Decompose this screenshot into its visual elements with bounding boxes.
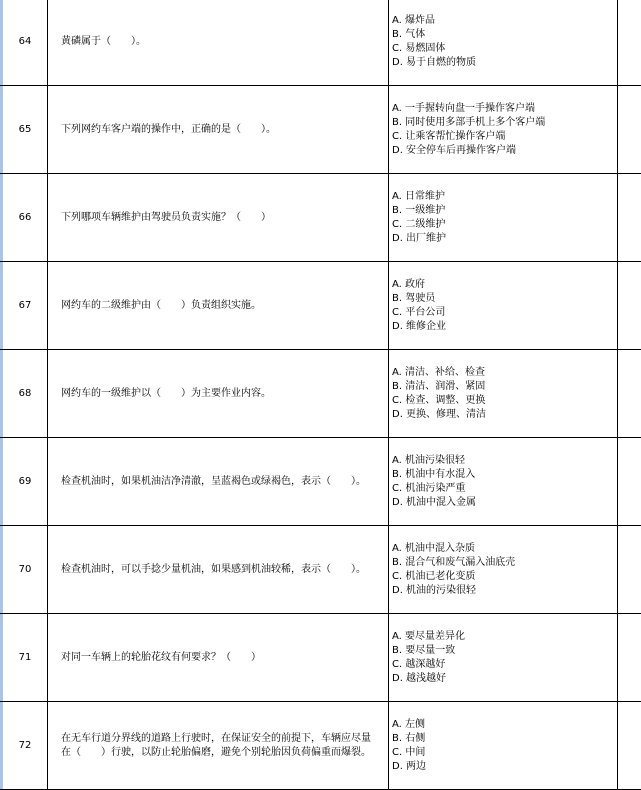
question-number: 71 xyxy=(18,652,32,663)
option-item: A. 一手握转向盘一手操作客户端 xyxy=(392,102,536,114)
option-item: B. 混合气和废气漏入油底壳 xyxy=(392,556,516,568)
question-number-cell[interactable] xyxy=(3,0,47,85)
option-item: A. 爆炸品 xyxy=(392,14,436,26)
options-list xyxy=(392,630,465,686)
option-item: B. 机油中有水混入 xyxy=(392,468,476,480)
options-cell[interactable] xyxy=(388,174,618,261)
options-list xyxy=(392,14,476,70)
question-number: 66 xyxy=(18,212,32,223)
table-row xyxy=(0,526,641,614)
table-row xyxy=(0,262,641,350)
question-number-cell[interactable] xyxy=(3,702,47,789)
question-number-cell[interactable] xyxy=(3,526,47,613)
question-text: 下列哪项车辆维护由驾驶员负责实施？（ ） xyxy=(61,211,271,223)
options-list xyxy=(392,102,545,158)
option-item: A. 左侧 xyxy=(392,718,426,730)
question-cell[interactable] xyxy=(47,702,388,789)
options-list xyxy=(392,190,446,246)
option-item: D. 越浅越好 xyxy=(392,672,447,684)
question-cell[interactable] xyxy=(47,86,388,173)
options-list xyxy=(392,366,486,422)
options-list xyxy=(392,542,515,598)
option-item: B. 同时使用多部手机上多个客户端 xyxy=(392,116,546,128)
option-item: B. 右侧 xyxy=(392,732,426,744)
question-number-cell[interactable] xyxy=(3,262,47,349)
option-item: B. 要尽量一致 xyxy=(392,644,456,656)
question-text: 下列网约车客户端的操作中，正确的是（ ）。 xyxy=(61,123,276,135)
option-item: C. 检查、调整、更换 xyxy=(392,394,486,406)
option-item: A. 要尽量差异化 xyxy=(392,630,466,642)
option-item: D. 更换、修理、清洁 xyxy=(392,408,487,420)
question-text: 对同一车辆上的轮胎花纹有何要求？（ ） xyxy=(61,651,261,663)
question-number: 68 xyxy=(18,388,32,399)
option-item: C. 让乘客帮忙操作客户端 xyxy=(392,130,506,142)
option-item: C. 越深越好 xyxy=(392,658,446,670)
option-item: C. 机油已老化变质 xyxy=(392,570,476,582)
table-row xyxy=(0,86,641,174)
question-number: 72 xyxy=(18,740,32,751)
option-item: C. 平台公司 xyxy=(392,306,446,318)
question-text: 网约车的一级维护以（ ）为主要作业内容。 xyxy=(61,387,271,399)
question-text: 检查机油时，可以手捻少量机油，如果感到机油较稀，表示（ ）。 xyxy=(61,563,366,575)
question-number-cell[interactable] xyxy=(3,86,47,173)
question-text: 黄磷属于（ ）。 xyxy=(61,35,146,47)
options-cell[interactable] xyxy=(388,0,618,85)
table-row xyxy=(0,614,641,702)
option-item: C. 机油污染严重 xyxy=(392,482,466,494)
question-number: 67 xyxy=(18,300,32,311)
option-item: D. 安全停车后再操作客户端 xyxy=(392,144,517,156)
option-item: B. 气体 xyxy=(392,28,426,40)
option-item: D. 两边 xyxy=(392,760,427,772)
question-text: 网约车的二级维护由（ ）负责组织实施。 xyxy=(61,299,261,311)
option-item: C. 中间 xyxy=(392,746,426,758)
question-number: 69 xyxy=(18,476,32,487)
options-cell[interactable] xyxy=(388,702,618,789)
question-number: 70 xyxy=(18,564,32,575)
option-item: D. 机油中混入金属 xyxy=(392,496,477,508)
options-list xyxy=(392,454,476,510)
question-number-cell[interactable] xyxy=(3,614,47,701)
table-row xyxy=(0,702,641,790)
question-number: 65 xyxy=(18,124,32,135)
question-text: 检查机油时，如果机油洁净清澈，呈蓝褐色或绿褐色，表示（ ）。 xyxy=(61,475,366,487)
option-item: B. 驾驶员 xyxy=(392,292,436,304)
question-cell[interactable] xyxy=(47,614,388,701)
question-text: 在无车行道分界线的道路上行驶时，在保证安全的前提下，车辆应尽量在（ ）行驶，以防止轮胎偏磨，避免个别轮胎因负荷偏重而爆裂。 xyxy=(61,732,371,758)
table-row xyxy=(0,350,641,438)
options-cell[interactable] xyxy=(388,350,618,437)
option-item: B. 清洁、润滑、紧固 xyxy=(392,380,486,392)
table-row xyxy=(0,0,641,86)
question-cell[interactable] xyxy=(47,262,388,349)
question-cell[interactable] xyxy=(47,350,388,437)
option-item: A. 机油中混入杂质 xyxy=(392,542,476,554)
question-number-cell[interactable] xyxy=(3,174,47,261)
table-row xyxy=(0,438,641,526)
question-number: 64 xyxy=(18,36,32,47)
question-cell[interactable] xyxy=(47,438,388,525)
option-item: A. 机油污染很轻 xyxy=(392,454,466,466)
table-row xyxy=(0,174,641,262)
question-number-cell[interactable] xyxy=(3,350,47,437)
option-item: D. 出厂维护 xyxy=(392,232,447,244)
option-item: D. 易于自燃的物质 xyxy=(392,56,477,68)
option-item: D. 机油的污染很轻 xyxy=(392,584,477,596)
option-item: C. 二级维护 xyxy=(392,218,446,230)
option-item: A. 清洁、补给、检查 xyxy=(392,366,486,378)
option-item: A. 政府 xyxy=(392,278,426,290)
option-item: D. 维修企业 xyxy=(392,320,447,332)
option-item: C. 易燃固体 xyxy=(392,42,446,54)
options-list xyxy=(392,718,426,774)
question-cell[interactable] xyxy=(47,0,388,85)
option-item: B. 一级维护 xyxy=(392,204,446,216)
options-cell[interactable] xyxy=(388,262,618,349)
options-cell[interactable] xyxy=(388,438,618,525)
question-cell[interactable] xyxy=(47,174,388,261)
options-cell[interactable] xyxy=(388,526,618,613)
question-cell[interactable] xyxy=(47,526,388,613)
options-cell[interactable] xyxy=(388,86,618,173)
question-number-cell[interactable] xyxy=(3,438,47,525)
option-item: A. 日常维护 xyxy=(392,190,446,202)
options-cell[interactable] xyxy=(388,614,618,701)
options-list xyxy=(392,278,446,334)
